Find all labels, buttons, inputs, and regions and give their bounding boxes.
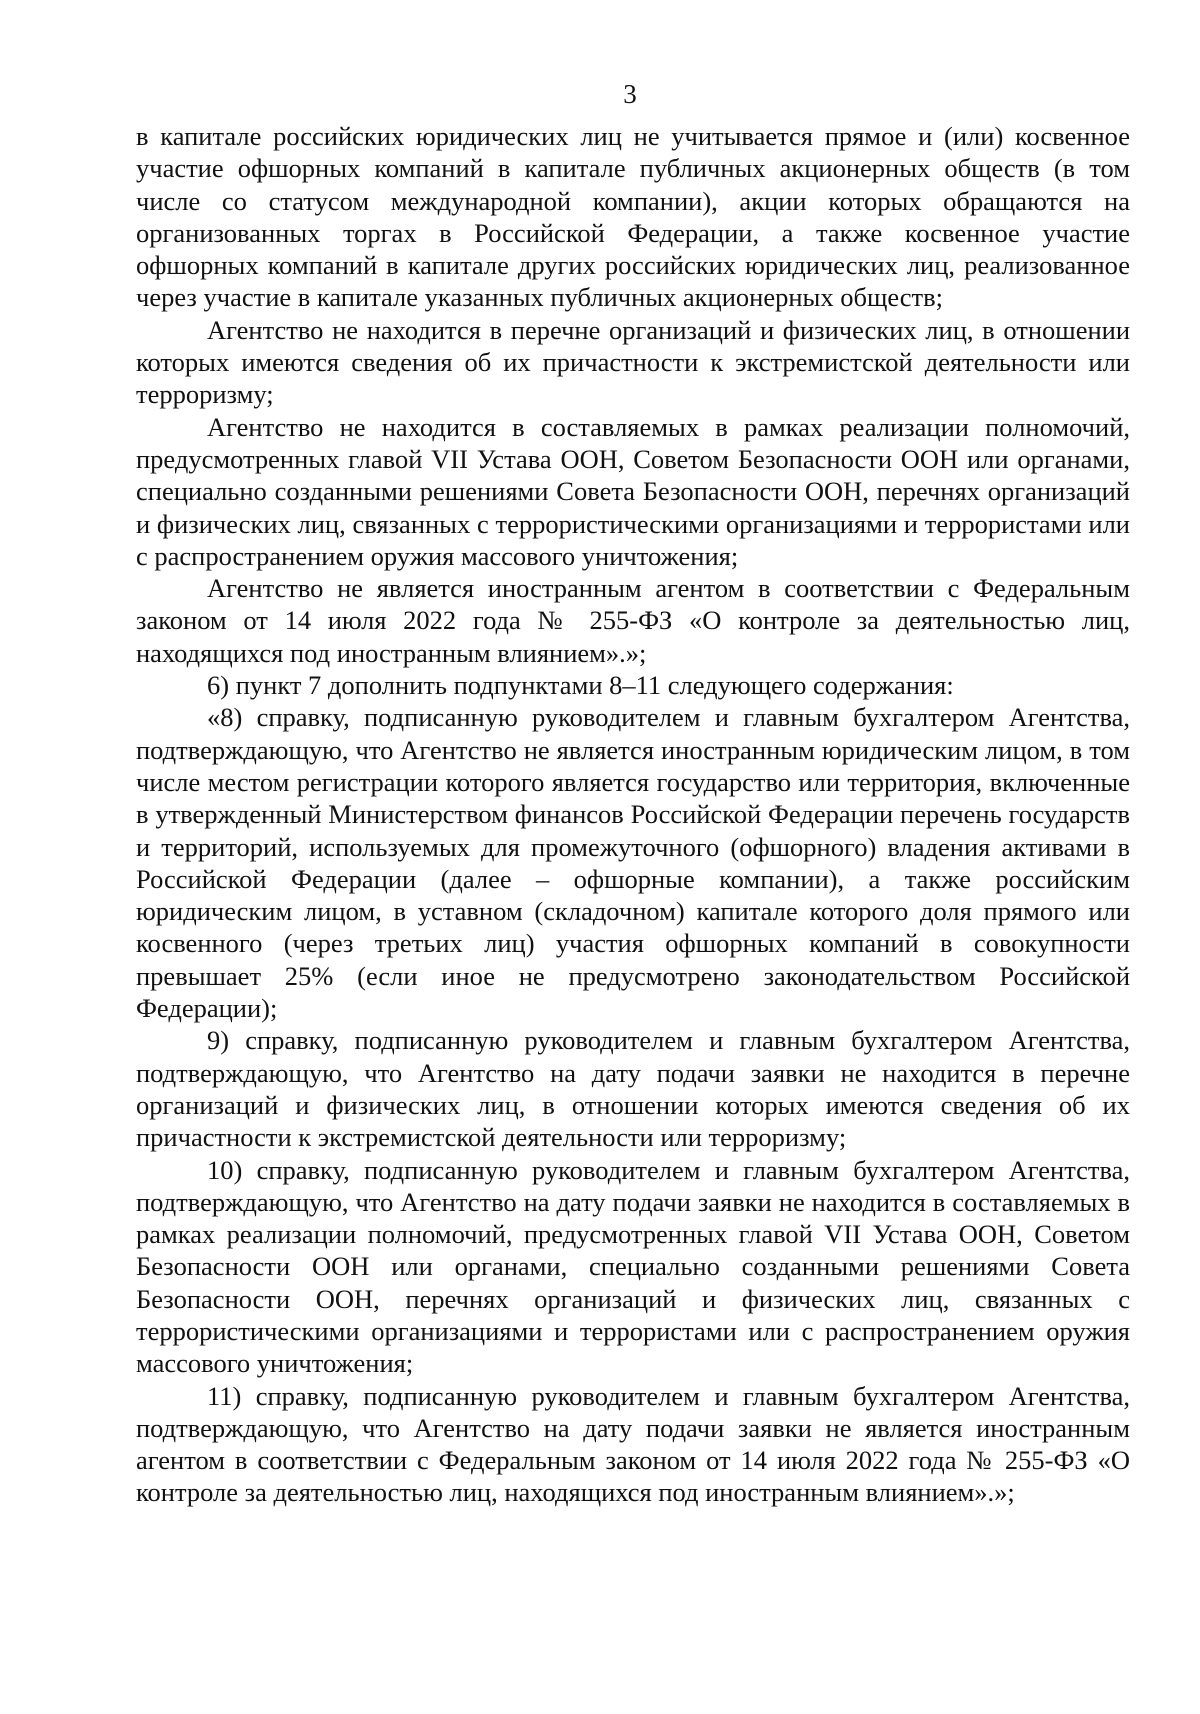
paragraph-item-6: 6) пункт 7 дополнить подпунктами 8–11 следующего содержания: [207,670,954,701]
page-number: 3 [623,79,637,109]
paragraph-subitem-8: «8) справку, подписанную руководителем и главным бухгалтером Агентства, подтверждающую, что Агентство не является иностранным юридическим лицом, в том числе местом регистрации которого является государство или территория, включенные в утвержденный Министерством финансов Российской Федерации перечень государств и территорий, используемых для промежуточного (офшорного) владения активами в Российской Федерации (далее – офшорные компании), а также российским юридическим лицом, в уставном (складочном) капитале которого доля прямого или косвенного (через третьих лиц) участия офшорных компаний в совокупности превышает 25% (если иное не предусмотрено законодательством Российской Федерации); [136,702,1130,1024]
paragraph-subitem-9: 9) справку, подписанную руководителем и главным бухгалтером Агентства, подтверждающую, что Агентство на дату подачи заявки не находится в перечне организаций и физических лиц, в отношении которых имеются сведения об их причастности к экстремистской деятельности или терроризму; [136,1025,1130,1153]
paragraph-foreign-agent: Агентство не является иностранным агентом в соответствии с Федеральным законом от 14 июля 2022 года № 255-ФЗ «О контроле за деятельностью лиц, находящихся под иностранным влиянием».»; [136,573,1130,668]
paragraph-subitem-10: 10) справку, подписанную руководителем и главным бухгалтером Агентства, подтверждающую, что Агентство на дату подачи заявки не находится в составляемых в рамках реализации полномочий, предусмотренных главой VII Устава ООН, Советом Безопасности ООН или органами, специально созданными решениями Совета Безопасности ООН, перечнях организаций и физических лиц, связанных с террористическими организациями и террористами или с распространением оружия массового уничтожения; [136,1154,1130,1379]
paragraph-subitem-11: 11) справку, подписанную руководителем и главным бухгалтером Агентства, подтверждающую, что Агентство на дату подачи заявки не является иностранным агентом в соответствии с Федеральным законом от 14 июля 2022 года № 255-ФЗ «О контроле за деятельностью лиц, находящихся под иностранным влиянием».»; [136,1380,1130,1508]
paragraph-un-sanctions-list: Агентство не находится в составляемых в рамках реализации полномочий, предусмотренных главой VII Устава ООН, Советом Безопасности ООН или органами, специально созданными решениями Совета Безопасности ООН, перечнях организаций и физических лиц, связанных с террористическими организациями и террористами или с распространением оружия массового уничтожения; [136,411,1130,571]
paragraph-extremism-list: Агентство не находится в перечне организаций и физических лиц, в отношении которых имеются сведения об их причастности к экстремистской деятельности или терроризму; [136,314,1130,410]
paragraph-offshore-participation: в капитале российских юридических лиц не учитывается прямое и (или) косвенное участие офшорных компаний в капитале публичных акционерных обществ (в том числе со статусом международной компании), акции которых обращаются на организованных торгах в Российской Федерации, а также косвенное участие офшорных компаний в капитале других российских юридических лиц, реализованное через участие в капитале указанных публичных акционерных обществ; [136,121,1130,313]
document-body [136,120,1130,1509]
